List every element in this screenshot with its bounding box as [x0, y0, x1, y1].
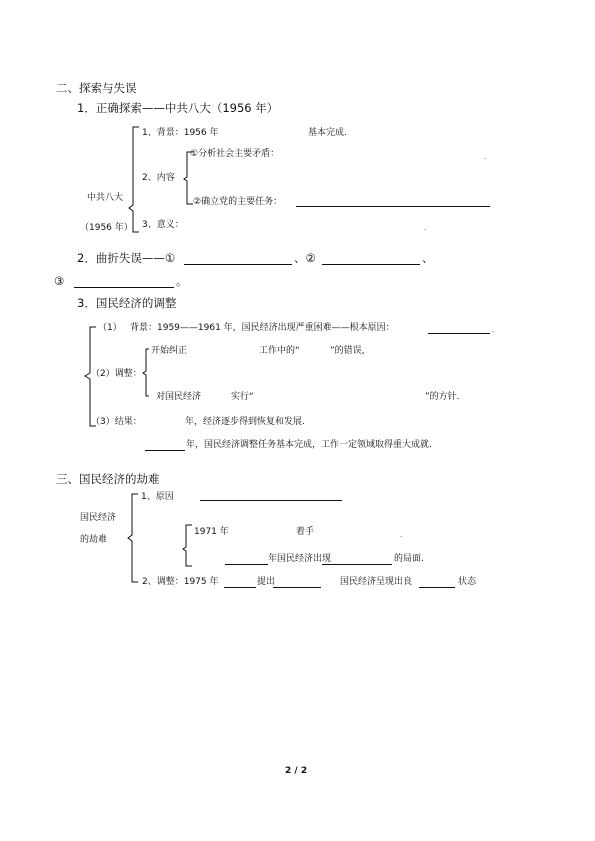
adjust-item2-b: 实行“ — [231, 392, 254, 402]
content-item-1: ①分析社会主要矛盾： — [190, 149, 280, 159]
hand-label: 着手 — [296, 527, 315, 537]
blank-root-cause[interactable] — [428, 333, 490, 334]
background-tail: 基本完成. — [308, 128, 347, 138]
content-item-2: ②确立党的主要任务： — [193, 197, 283, 207]
blank-rectify-person[interactable] — [224, 587, 256, 588]
adjust-item2-c: ”的方针. — [425, 392, 460, 402]
result-label: （3）结果： — [91, 417, 142, 427]
bazhongda-year: （1956 年） — [80, 223, 133, 233]
calamity-label-2: 的劫难 — [80, 535, 108, 545]
setback-item-3: ③ — [54, 274, 65, 288]
setback-sep-2: 、 — [422, 251, 434, 265]
section-title-explore: 二、探索与失误 — [56, 81, 137, 95]
page-number: 2 / 2 — [285, 766, 308, 776]
calamity-label-1: 国民经济 — [80, 513, 117, 523]
subsection-correct-exploration: 1．正确探索——中共八大（1956 年） — [77, 101, 279, 115]
blank-main-task[interactable] — [296, 206, 490, 207]
result-text-2: 年，国民经济调整任务基本完成，工作一定领域取得重大成就. — [186, 440, 432, 450]
blank-setback-1[interactable] — [184, 264, 292, 265]
adjust-bg-text: 背景：1959——1961 年，国民经济出现严重困难——根本原因： — [130, 323, 395, 333]
subsection-adjustment: 3．国民经济的调整 — [77, 296, 177, 310]
adjust-bg-end: . — [492, 326, 495, 334]
blank-cause[interactable] — [200, 500, 342, 501]
adjust-bg-num: （1） — [98, 323, 122, 333]
background-label: 1、背景：1956 年 — [142, 128, 219, 138]
bazhongda-label: 中共八大 — [87, 193, 124, 203]
hand-dot: . — [400, 531, 403, 539]
setback-end: 。 — [176, 274, 188, 288]
content-label: 2、内容 — [142, 173, 175, 183]
setback-sep-1: 、② — [294, 251, 316, 265]
rectify-label: 2、调整：1975 年 — [142, 577, 219, 587]
adjust-item1-a: 开始纠正 — [151, 346, 188, 356]
blank-situation[interactable] — [322, 564, 392, 565]
section-title-calamity: 三、国民经济的劫难 — [56, 472, 160, 486]
cause-label: 1、原因 — [141, 492, 174, 502]
subsection-setbacks: 2．曲折失误——① — [77, 251, 176, 265]
year-1971: 1971 年 — [194, 527, 229, 537]
rectify-state: 状态 — [458, 577, 477, 587]
rectify-proposed: 提出 — [257, 577, 276, 587]
situation-b: 的局面. — [394, 554, 424, 564]
blank-situation-year[interactable] — [225, 564, 268, 565]
adjust-item1-b: 工作中的“ — [259, 346, 300, 356]
adjust-item1-c: ”的错误， — [330, 346, 371, 356]
blank-setback-3[interactable] — [74, 287, 174, 288]
adjust-label: （2）调整： — [91, 369, 142, 379]
blank-setback-2[interactable] — [322, 264, 420, 265]
significance-dot: . — [424, 224, 427, 232]
blank-rectify-state[interactable] — [419, 587, 455, 588]
result-text: 年，经济逐步得到恢复和发展. — [185, 417, 305, 427]
blank-result-year[interactable] — [145, 450, 185, 451]
adjust-item2-a: 对国民经济 — [156, 392, 202, 402]
rectify-result: 国民经济呈现出良 — [340, 577, 413, 587]
significance-label: 3、意义： — [142, 220, 184, 230]
situation-a: 年国民经济出现 — [268, 554, 332, 564]
blank-rectify-proposal[interactable] — [273, 587, 321, 588]
content-item-1-dot: . — [484, 153, 487, 161]
